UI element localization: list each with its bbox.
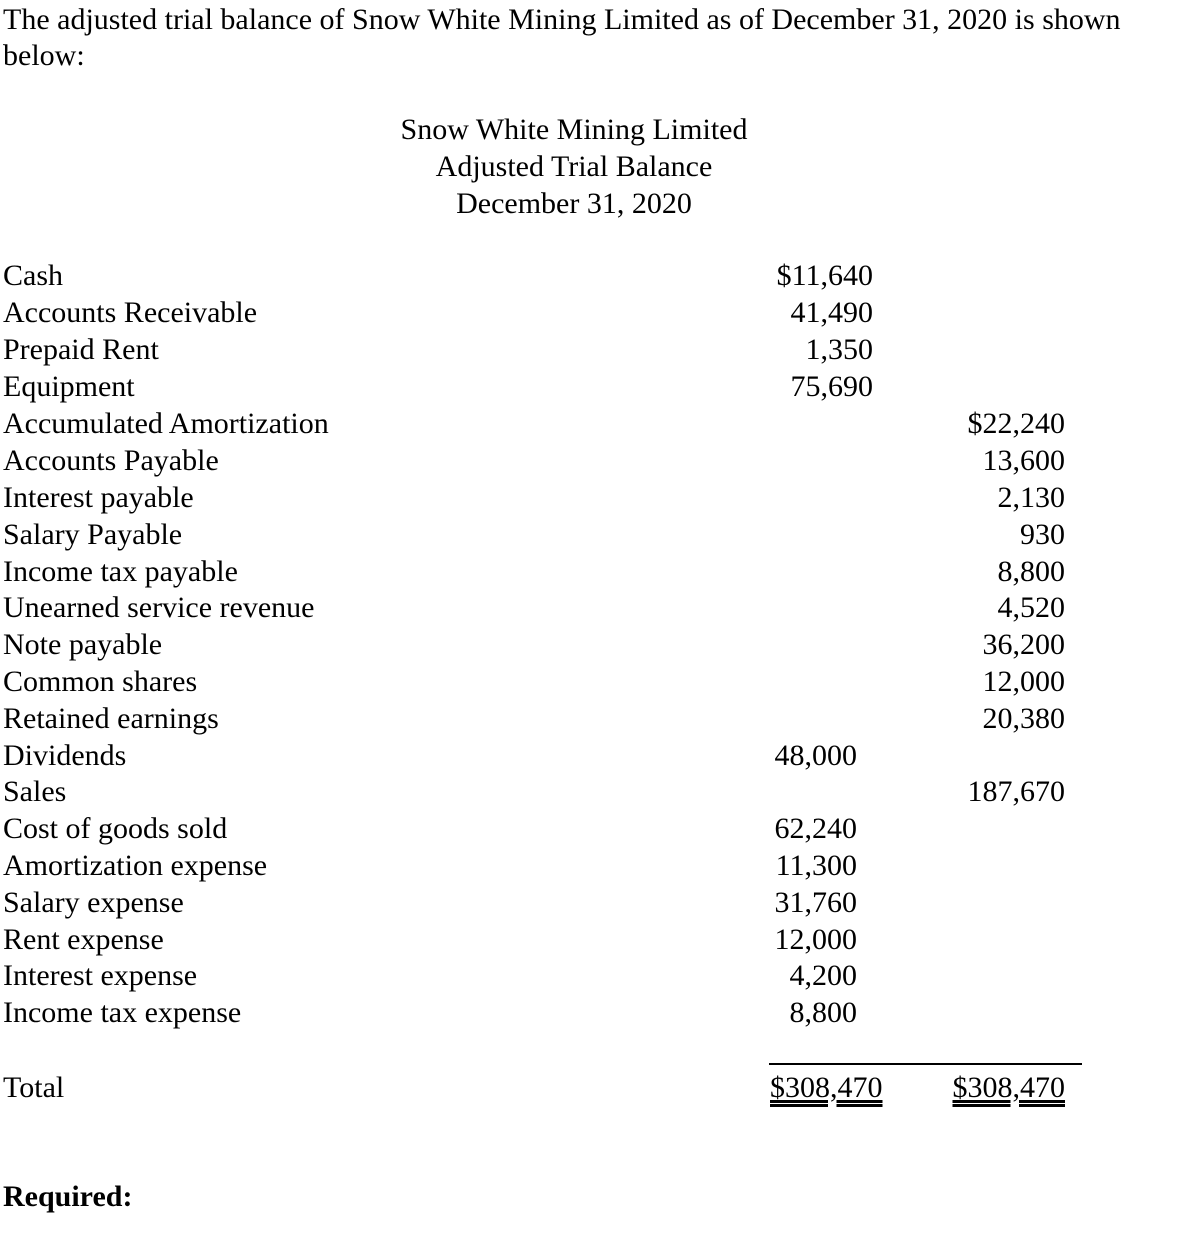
account-name: Amortization expense [3,849,268,882]
credit-amount: 4,520 [997,591,1065,624]
table-row [0,368,1178,405]
table-row [0,994,1178,1031]
table-row [0,810,1178,847]
table-row [0,257,1178,294]
account-name: Interest payable [3,481,194,514]
account-name: Salary Payable [3,518,183,551]
total-label: Total [3,1071,65,1104]
statement-header [401,111,748,222]
table-row [0,331,1178,368]
account-name: Interest expense [3,959,198,992]
account-name: Unearned service revenue [3,591,315,624]
account-name: Salary expense [3,886,184,919]
table-row [0,479,1178,516]
account-name: Accounts Receivable [3,296,258,329]
table-row [0,589,1178,626]
account-name: Prepaid Rent [3,333,159,366]
account-name: Cash [3,259,63,292]
account-name: Rent expense [3,923,164,956]
debit-amount: 1,350 [805,333,873,366]
account-name: Income tax payable [3,555,238,588]
credit-amount: 20,380 [982,702,1065,735]
table-row [0,442,1178,479]
credit-amount: 930 [1020,518,1065,551]
account-name: Common shares [3,665,198,698]
account-name: Equipment [3,370,135,403]
account-name: Accounts Payable [3,444,219,477]
debit-amount: 41,490 [790,296,873,329]
statement-title: Adjusted Trial Balance [435,150,713,183]
credit-amount: 13,600 [982,444,1065,477]
credit-amount: 2,130 [997,481,1065,514]
account-name: Accumulated Amortization [3,407,329,440]
total-rule [769,1063,1082,1065]
debit-amount: 62,240 [774,812,857,845]
debit-amount: 12,000 [774,923,857,956]
credit-amount: 36,200 [982,628,1065,661]
account-name: Note payable [3,628,163,661]
credit-amount: 12,000 [982,665,1065,698]
required-heading: Required: [3,1180,133,1213]
total-debit: $308,470 [770,1071,883,1104]
table-row [0,737,1178,774]
company-name: Snow White Mining Limited [400,113,748,146]
debit-amount: 48,000 [774,739,857,772]
table-row [0,626,1178,663]
credit-amount: $22,240 [967,407,1065,440]
table-row [0,700,1178,737]
table-row [0,405,1178,442]
statement-date: December 31, 2020 [456,187,692,220]
total-credit: $308,470 [952,1071,1065,1104]
credit-amount: 8,800 [997,555,1065,588]
debit-amount: 4,200 [789,959,857,992]
account-name: Cost of goods sold [3,812,228,845]
table-row [0,884,1178,921]
debit-amount: $11,640 [776,259,873,292]
debit-amount: 11,300 [775,849,857,882]
total-row [0,1069,1178,1106]
table-row [0,773,1178,810]
table-row [0,663,1178,700]
debit-amount: 75,690 [790,370,873,403]
table-row [0,294,1178,331]
account-name: Income tax expense [3,996,242,1029]
table-row [0,516,1178,553]
credit-amount: 187,670 [967,775,1065,808]
account-name: Dividends [3,739,127,772]
table-row [0,847,1178,884]
debit-amount: 8,800 [789,996,857,1029]
account-name: Sales [3,775,67,808]
account-name: Retained earnings [3,702,219,735]
table-row [0,921,1178,958]
intro-text: The adjusted trial balance of Snow White Mining Limited as of December 31, 2020 is shown below: [3,3,1121,72]
table-row [0,553,1178,590]
table-row [0,957,1178,994]
debit-amount: 31,760 [774,886,857,919]
